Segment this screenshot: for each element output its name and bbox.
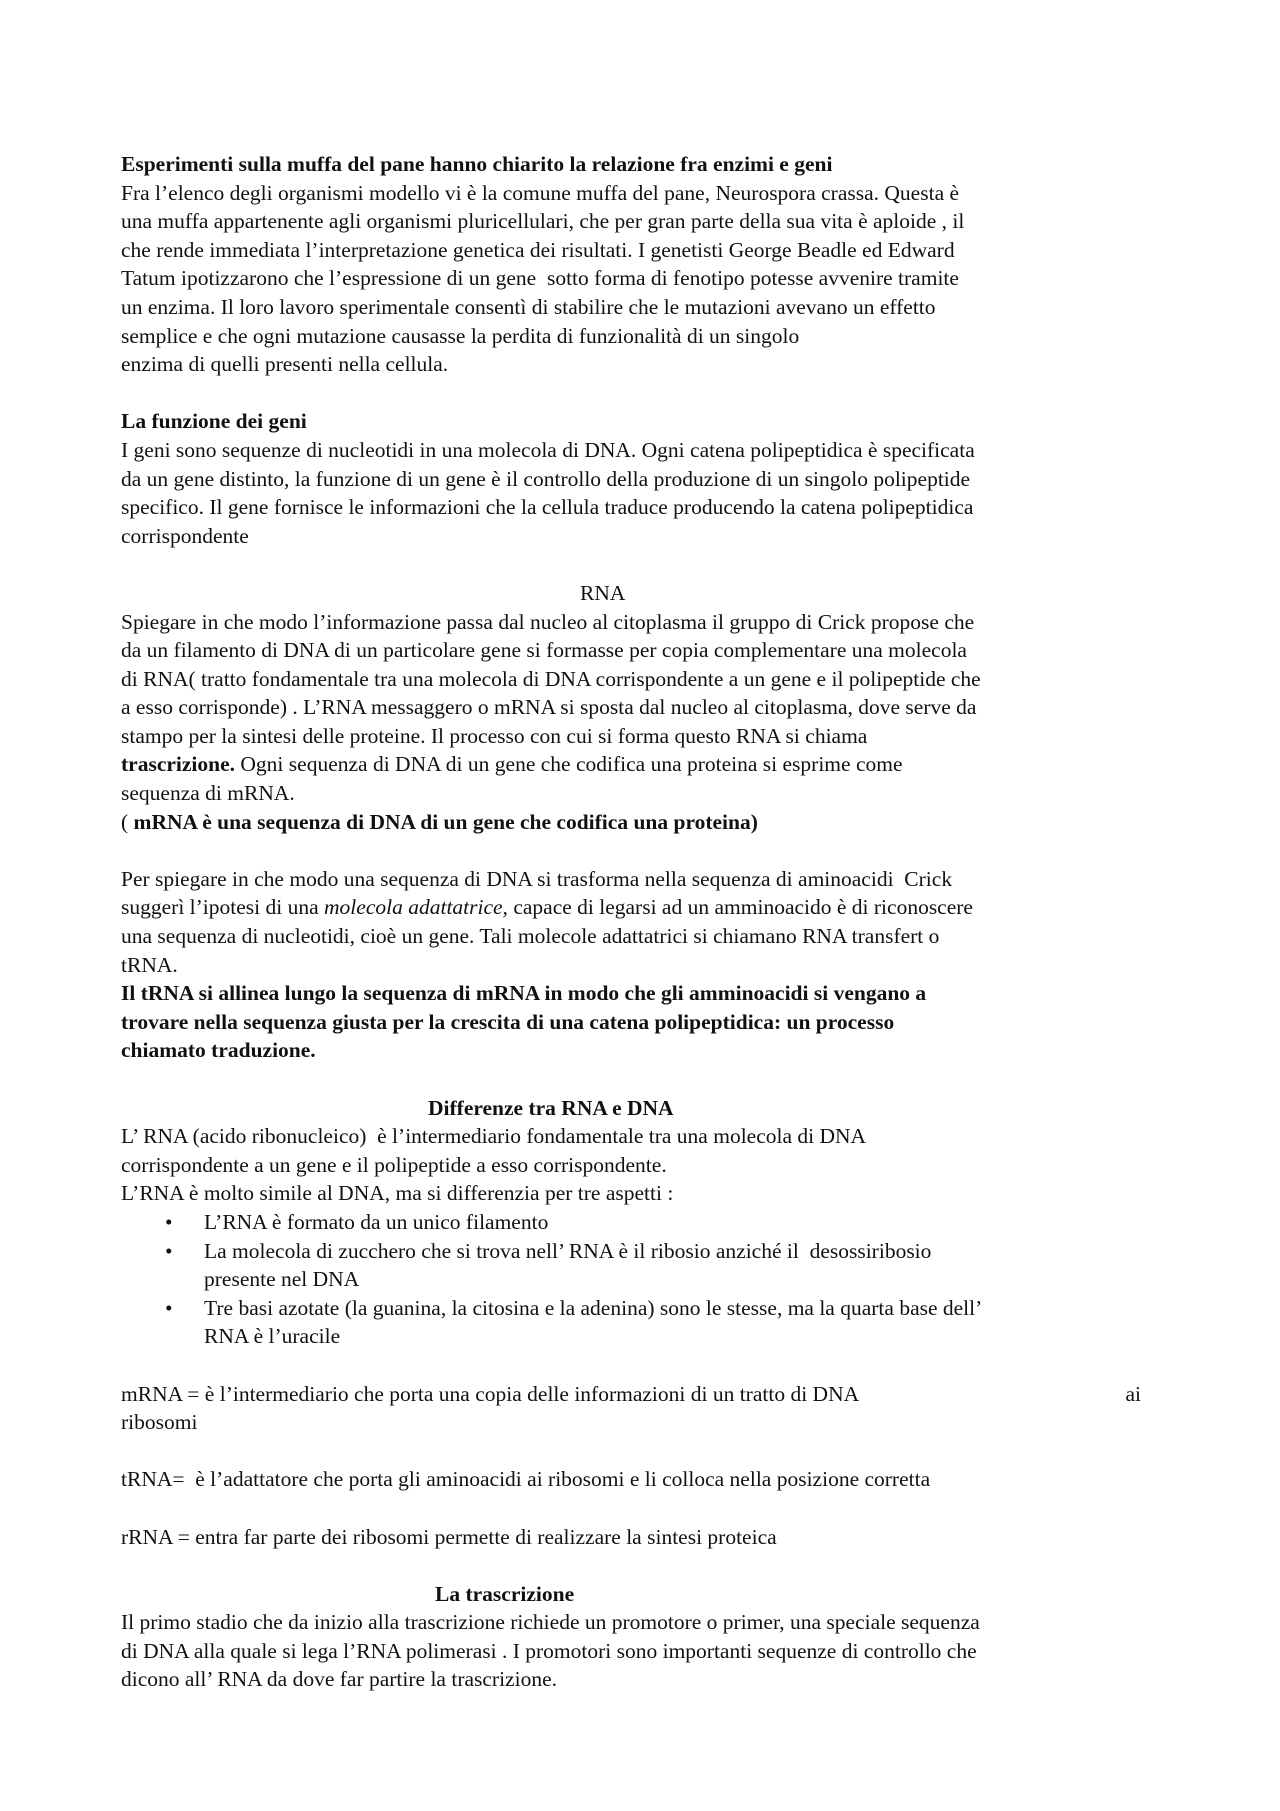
heading-muffa: Esperimenti sulla muffa del pane hanno chiarito la relazione fra enzimi e geni xyxy=(121,152,833,176)
mrna-definition xyxy=(121,1380,1141,1409)
paragraph-line: tRNA. xyxy=(121,952,178,977)
paragraph-line: Per spiegare in che modo una sequenza di DNA si trasforma nella sequenza di aminoacidi Crick xyxy=(121,866,953,891)
paragraph-line: che rende immediata l’interpretazione genetica dei risultati. I genetisti George Beadle ed Edward xyxy=(121,237,955,262)
list-item-line: RNA è l’uracile xyxy=(204,1324,341,1349)
list-item xyxy=(121,1237,1161,1294)
paragraph-line: un enzima. Il loro lavoro sperimentale consentì di stabilire che le mutazioni avevano un effetto xyxy=(121,294,936,319)
spacer xyxy=(121,1065,1161,1094)
heading-funzione: La funzione dei geni xyxy=(121,409,307,434)
inline-text: Ogni sequenza di DNA di un gene che codifica una proteina si esprime come xyxy=(235,752,903,777)
paragraph-line: specifico. Il gene fornisce le informazioni che la cellula traduce producendo la catena polipeptidica xyxy=(121,495,974,520)
paragraph-line: enzima di quelli presenti nella cellula. xyxy=(121,352,449,377)
note-line xyxy=(121,808,1161,837)
paragraph-line: da un gene distinto, la funzione di un gene è il controllo della produzione di un singolo polipeptide xyxy=(121,466,971,491)
heading-rna: RNA xyxy=(580,580,626,605)
paragraph-line: Il primo stadio che da inizio alla trascrizione richiede un promotore o primer, una speciale sequenza xyxy=(121,1610,980,1635)
spacer xyxy=(121,1351,1161,1380)
inline-text: suggerì l’ipotesi di una xyxy=(121,895,325,920)
mrna-text: mRNA = è l’intermediario che porta una copia delle informazioni di un tratto di DNA xyxy=(121,1381,860,1406)
heading-trascrizione: La trascrizione xyxy=(435,1581,575,1606)
bullet-icon: • xyxy=(165,1238,173,1263)
spacer xyxy=(121,550,1161,579)
list-item-line: La molecola di zucchero che si trova nell’ RNA è il ribosio anziché il desossiribosio xyxy=(204,1238,932,1263)
paragraph-line xyxy=(121,750,1161,779)
list-item-line: presente nel DNA xyxy=(204,1267,360,1292)
paragraph-line: una sequenza di nucleotidi, cioè un gene. Tali molecole adattatrici si chiamano RNA transfert o xyxy=(121,924,940,949)
paragraph-line: Fra l’elenco degli organismi modello vi è la comune muffa del pane, Neurospora crassa. Questa è xyxy=(121,180,960,205)
bullet-list xyxy=(121,1208,1161,1351)
document-page xyxy=(121,150,1161,1694)
paragraph-line: semplice e che ogni mutazione causasse la perdita di funzionalità di un singolo xyxy=(121,323,800,348)
paragraph-line: corrispondente a un gene e il polipeptide a esso corrispondente. xyxy=(121,1152,667,1177)
bold-term: trascrizione. xyxy=(121,752,236,777)
spacer xyxy=(121,379,1161,408)
paragraph-line: di RNA( tratto fondamentale tra una molecola di DNA corrispondente a un gene e il polipeptide che xyxy=(121,666,981,691)
paragraph-line: dicono all’ RNA da dove far partire la trascrizione. xyxy=(121,1667,557,1692)
spacer xyxy=(121,1437,1161,1466)
paragraph-line: una muffa appartenente agli organismi pluricellulari, che per gran parte della sua vita è aploide , il xyxy=(121,209,965,234)
paragraph-line: I geni sono sequenze di nucleotidi in una molecola di DNA. Ogni catena polipeptidica è specificata xyxy=(121,437,975,462)
paragraph-line: L’ RNA (acido ribonucleico) è l’intermediario fondamentale tra una molecola di DNA xyxy=(121,1124,867,1149)
spacer xyxy=(121,1551,1161,1580)
spacer xyxy=(121,836,1161,865)
rrna-definition: rRNA = entra far parte dei ribosomi permette di realizzare la sintesi proteica xyxy=(121,1524,777,1549)
list-item-line: L’RNA è formato da un unico filamento xyxy=(204,1209,549,1234)
mrna-text-cont: ribosomi xyxy=(121,1410,198,1435)
paragraph-line: a esso corrisponde) . L’RNA messaggero o mRNA si sposta dal nucleo al citoplasma, dove serve da xyxy=(121,695,977,720)
paragraph-line xyxy=(121,893,1161,922)
note-bold: mRNA è una sequenza di DNA di un gene che codifica una proteina) xyxy=(133,809,758,834)
italic-term: molecola adattatrice, xyxy=(324,895,508,920)
paragraph-line: di DNA alla quale si lega l’RNA polimerasi . I promotori sono importanti sequenze di controllo che xyxy=(121,1638,977,1663)
bold-paragraph-line: Il tRNA si allinea lungo la sequenza di mRNA in modo che gli amminoacidi si vengano a xyxy=(121,981,927,1006)
list-item xyxy=(121,1208,1161,1237)
note-open: ( xyxy=(121,809,134,834)
list-item xyxy=(121,1294,1161,1351)
bullet-icon: • xyxy=(165,1209,173,1234)
bold-paragraph-line: chiamato traduzione. xyxy=(121,1038,316,1063)
mrna-text-end: ai xyxy=(1125,1381,1141,1406)
paragraph-line: L’RNA è molto simile al DNA, ma si differenzia per tre aspetti : xyxy=(121,1181,674,1206)
bold-paragraph-line: trovare nella sequenza giusta per la crescita di una catena polipeptidica: un processo xyxy=(121,1009,895,1034)
paragraph-line: Tatum ipotizzarono che l’espressione di un gene sotto forma di fenotipo potesse avvenire tramite xyxy=(121,266,959,291)
list-item-line: Tre basi azotate (la guanina, la citosina e la adenina) sono le stesse, ma la quarta base dell’ xyxy=(204,1295,983,1320)
paragraph-line: stampo per la sintesi delle proteine. Il processo con cui si forma questo RNA si chiama xyxy=(121,723,868,748)
bullet-icon: • xyxy=(165,1295,173,1320)
spacer xyxy=(121,1494,1161,1523)
heading-differenze: Differenze tra RNA e DNA xyxy=(428,1095,674,1120)
trna-definition: tRNA= è l’adattatore che porta gli aminoacidi ai ribosomi e li colloca nella posizione corretta xyxy=(121,1467,931,1492)
paragraph-line: sequenza di mRNA. xyxy=(121,781,295,806)
paragraph-line: Spiegare in che modo l’informazione passa dal nucleo al citoplasma il gruppo di Crick propose che xyxy=(121,609,975,634)
paragraph-line: corrispondente xyxy=(121,523,249,548)
inline-text: capace di legarsi ad un amminoacido è di riconoscere xyxy=(507,895,973,920)
paragraph-line: da un filamento di DNA di un particolare gene si formasse per copia complementare una molecola xyxy=(121,638,967,663)
